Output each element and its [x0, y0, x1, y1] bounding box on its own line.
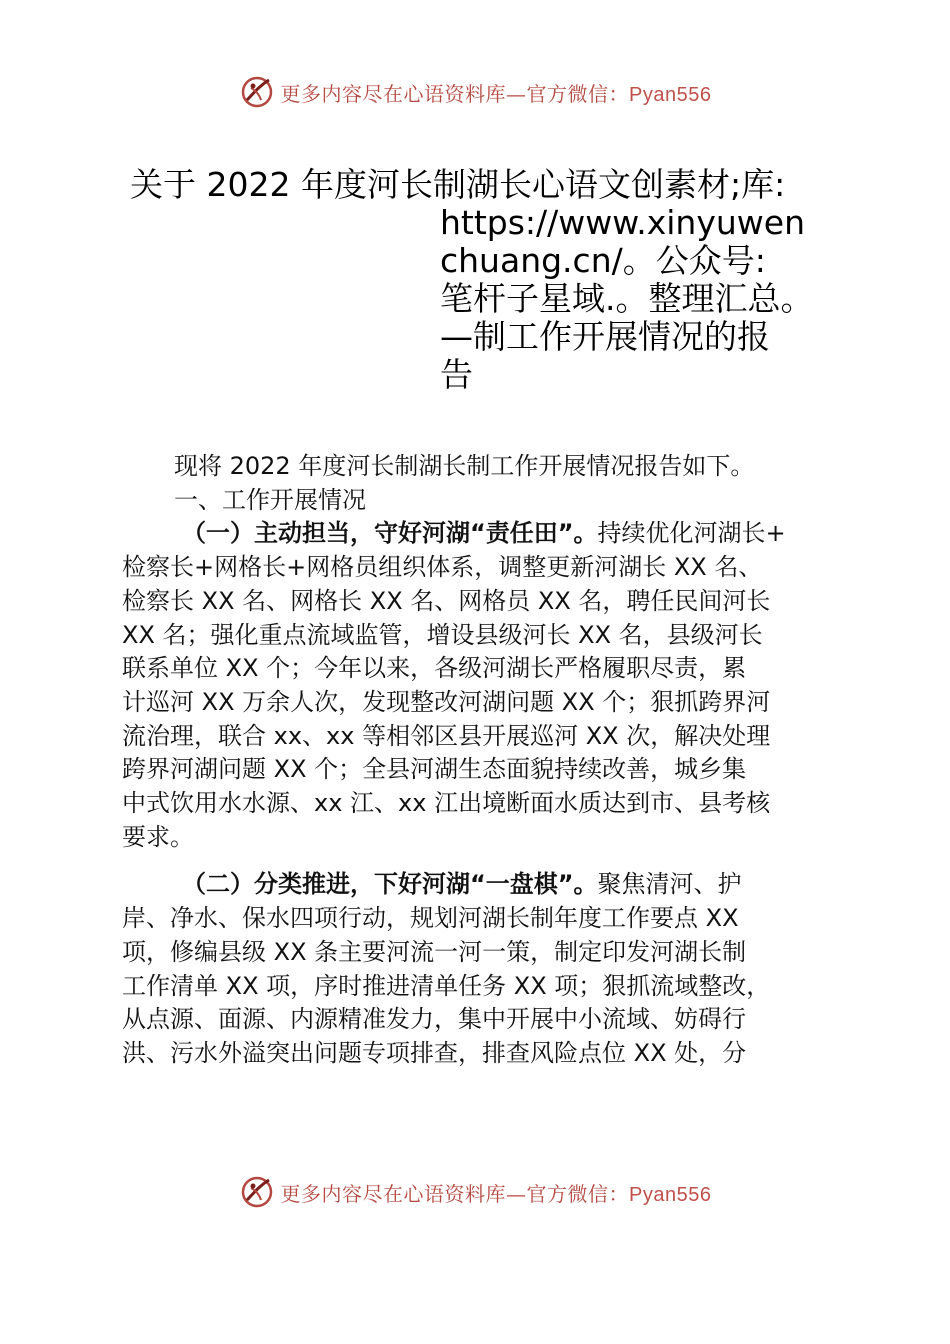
title-line: 笔杆子星域.。整理汇总。 [440, 279, 814, 318]
logo-icon [239, 1174, 275, 1210]
title-line: https://www.xinyuwen [440, 203, 805, 242]
para2-line: 岸、净水、保水四项行动，规划河湖长制年度工作要点 XX [122, 904, 739, 933]
document-title [130, 166, 850, 394]
para2-line: 从点源、面源、内源精准发力，集中开展中小流域、妨碍行 [122, 1005, 746, 1034]
para1-line: 流治理，联合 xx、xx 等相邻区县开展巡河 XX 次，解决处理 [122, 721, 771, 750]
title-line-1: 关于 2022 年度河长制湖长心语文创素材;库: [130, 165, 786, 204]
para1-heading: （一）主动担当，守好河湖“责任田”。 [182, 519, 598, 548]
para2-line: 工作清单 XX 项，序时推进清单任务 XX 项；狠抓流域整改， [122, 971, 771, 1000]
title-continuation [440, 204, 840, 394]
para1-line: 中式饮用水水源、xx 江、xx 江出境断面水质达到市、县考核 [122, 789, 771, 818]
paragraph-gap [122, 854, 828, 868]
para2-line: 项，修编县级 XX 条主要河流一河一策，制定印发河湖长制 [122, 937, 747, 966]
para2-text: 聚焦清河、护 [597, 870, 742, 899]
banner-text [281, 1178, 712, 1207]
document-body [122, 450, 828, 1071]
para1-line: 要求。 [122, 822, 194, 851]
banner-wechat-label: 官方微信： [526, 1181, 630, 1206]
para2-first-line [122, 868, 828, 902]
banner-site-name: 更多内容尽在心语资料库 [280, 81, 507, 106]
section-heading: 一、工作开展情况 [174, 485, 366, 514]
banner-dash: — [506, 81, 527, 106]
title-line: chuang.cn/。公众号: [440, 241, 766, 280]
para2-heading: （二）分类推进，下好河湖“一盘棋”。 [182, 870, 598, 899]
banner-handle: Pyan556 [629, 83, 712, 106]
para1-line: 检察长+网格长+网格员组织体系，调整更新河湖长 XX 名、 [122, 553, 763, 582]
footer-banner [0, 1172, 950, 1212]
para2-line: 洪、污水外溢突出问题专项排查，排查风险点位 XX 处，分 [122, 1038, 747, 1067]
banner-text [281, 78, 712, 107]
banner-handle: Pyan556 [629, 1183, 712, 1206]
intro-paragraph: 现将 2022 年度河长制湖长制工作开展情况报告如下。 [174, 452, 755, 480]
para1-line: 跨界河湖问题 XX 个；全县河湖生态面貌持续改善，城乡集 [122, 755, 747, 784]
para1-line: XX 名；强化重点流域监管，增设县级河长 XX 名，县级河长 [122, 620, 763, 649]
header-banner [0, 72, 950, 112]
logo-icon [239, 74, 275, 110]
para1-line: 联系单位 XX 个；今年以来，各级河湖长严格履职尽责，累 [122, 654, 747, 683]
title-line: 告 [440, 355, 473, 394]
banner-site-name: 更多内容尽在心语资料库 [280, 1181, 507, 1206]
para1-first-line [122, 517, 828, 551]
para1-text: 持续优化河湖长+ [597, 519, 786, 548]
para1-line: 计巡河 XX 万余人次，发现整改河湖问题 XX 个；狠抓跨界河 [122, 687, 771, 716]
banner-dash: — [506, 1181, 527, 1206]
para1-line: 检察长 XX 名、网格长 XX 名、网格员 XX 名，聘任民间河长 [122, 586, 771, 615]
title-line: —制工作开展情况的报 [440, 317, 770, 356]
banner-wechat-label: 官方微信： [526, 81, 630, 106]
